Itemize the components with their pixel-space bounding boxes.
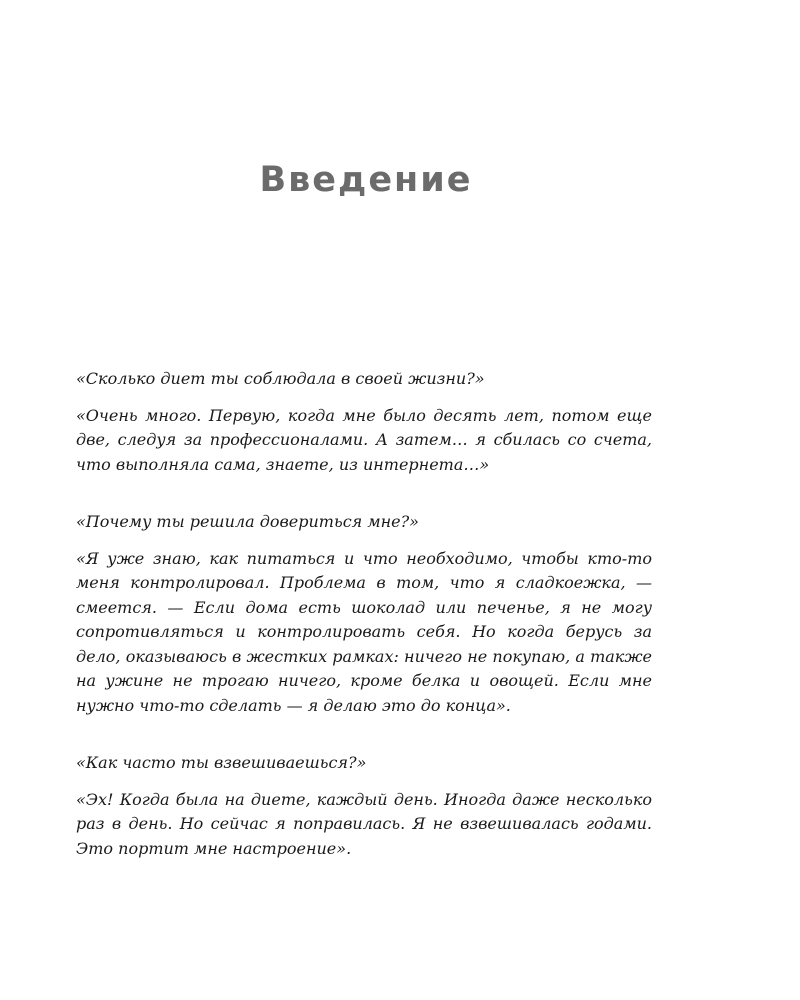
interview-answer: «Я уже знаю, как питаться и что необходимо, чтобы кто-то меня контролировал. Проблема в том, что я сладкоежка, — смеется. — Если дома есть шоколад или печенье, я не могу сопротивляться и контролировать себя. Но когда берусь за дело, оказываюсь в жестких рамках: ничего не покупаю, а также на ужине не трогаю ничего, кроме белка и овощей. Если мне нужно что-то сделать — я делаю это до конца». (76, 548, 652, 715)
interview-question: «Как часто ты взвешиваешься?» (76, 753, 367, 772)
dialogue-body (76, 367, 652, 894)
dialogue-exchange (76, 510, 652, 718)
interview-answer: «Очень много. Первую, когда мне было десять лет, потом еще две, следуя за профессионалами. А затем… я сбилась со счета, что выполняла сама, знаете, из интернета…» (76, 405, 652, 474)
dialogue-exchange (76, 751, 652, 861)
interview-question: «Почему ты решила довериться мне?» (76, 512, 419, 531)
interview-answer: «Эх! Когда была на диете, каждый день. Иногда даже несколько раз в день. Но сейчас я поправилась. Я не взвешивалась годами. Это портит мне настроение». (76, 789, 652, 858)
interview-question: «Сколько диет ты соблюдала в своей жизни?» (76, 369, 485, 388)
chapter-title: Введение (259, 160, 473, 200)
dialogue-exchange (76, 367, 652, 477)
